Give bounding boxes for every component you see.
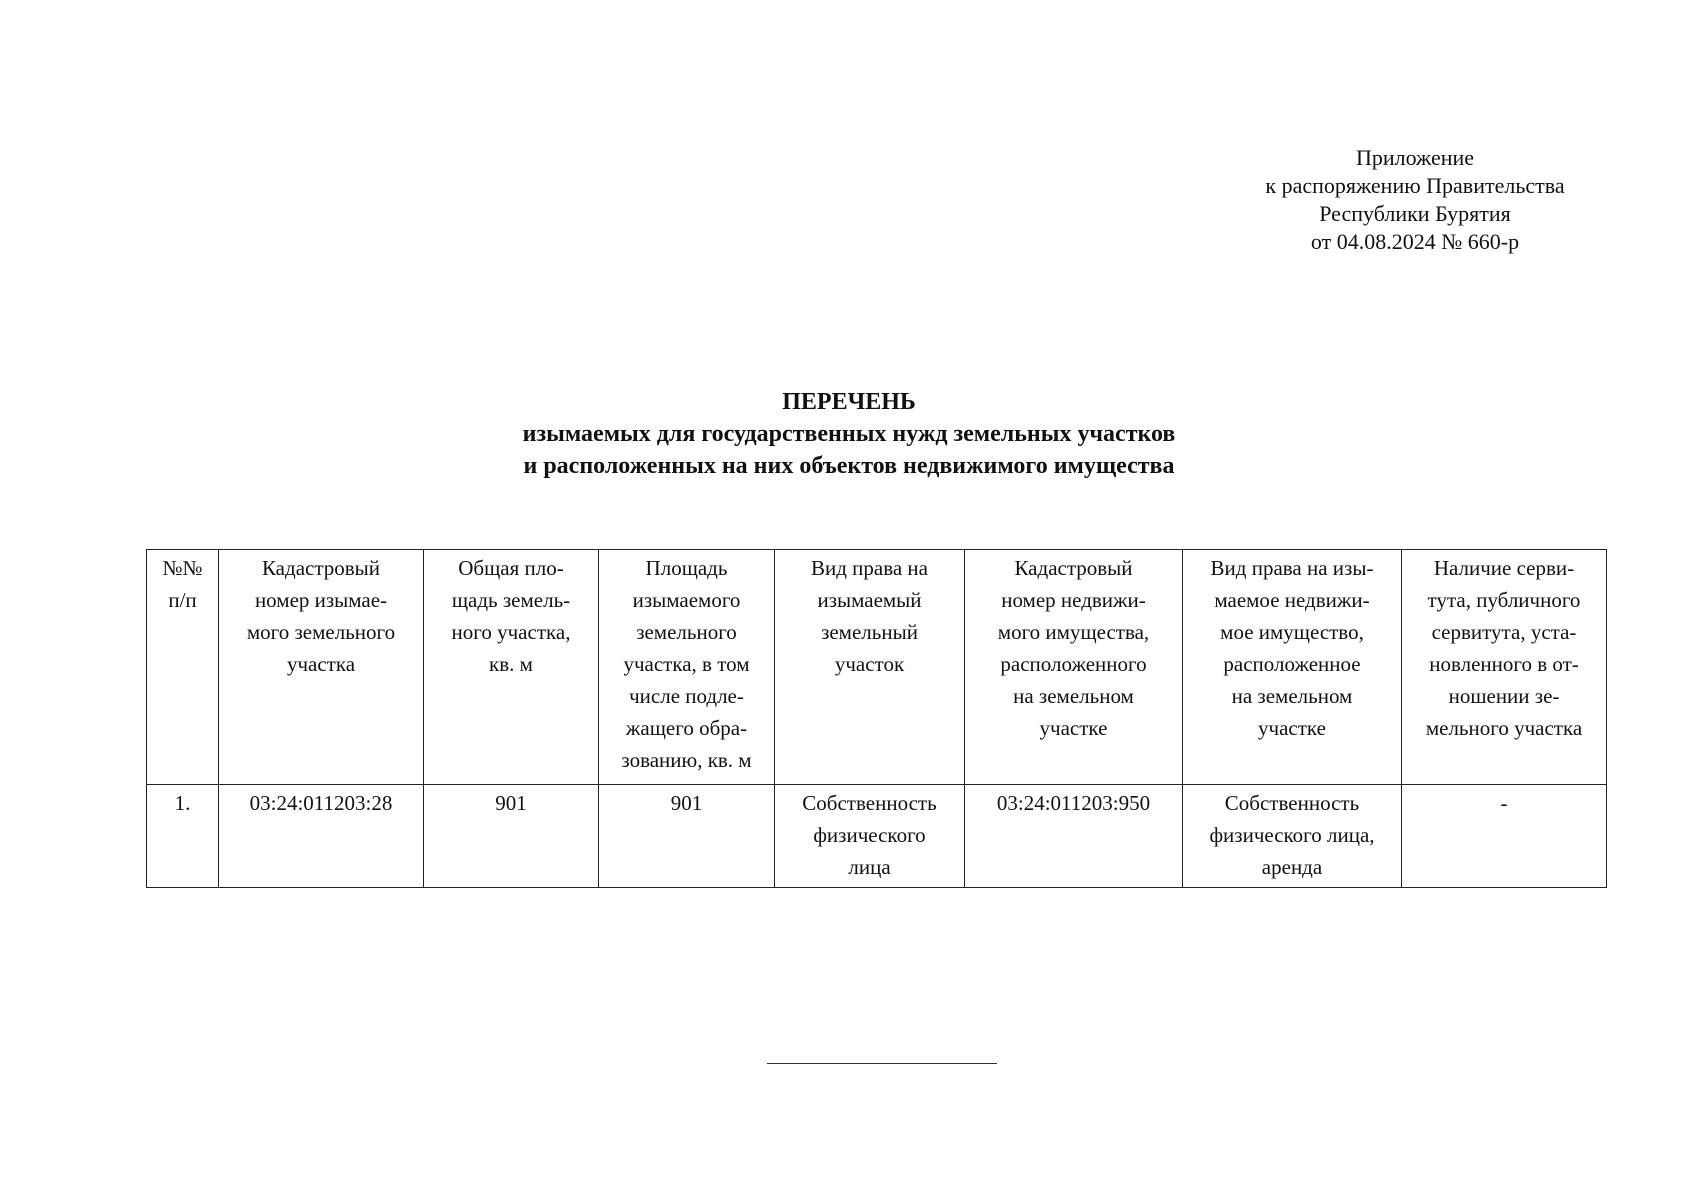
table-header-row xyxy=(147,550,1607,785)
title-main: ПЕРЕЧЕНЬ xyxy=(782,389,916,415)
bottom-divider xyxy=(767,1063,997,1064)
cell-withdrawn-area: 901 xyxy=(599,785,775,888)
cell-land-right-type: Собственность физического лица xyxy=(775,785,965,888)
appendix-date-number: от 04.08.2024 № 660-р xyxy=(1310,229,1520,254)
cell-cadastral-property: 03:24:011203:950 xyxy=(965,785,1183,888)
appendix-block xyxy=(1230,144,1600,256)
header-total-area: Общая пло- щадь земель- ного участка, кв. м xyxy=(424,550,599,785)
header-withdrawn-area: Площадь изымаемого земельного участка, в том числе подле- жащего обра- зованию, кв. м xyxy=(599,550,775,785)
appendix-title: Приложение xyxy=(1355,145,1475,170)
header-cadastral-land: Кадастровый номер изымае- мого земельного участка xyxy=(219,550,424,785)
cell-total-area: 901 xyxy=(424,785,599,888)
cell-number: 1. xyxy=(147,785,219,888)
cell-property-right-type: Собственность физического лица, аренда xyxy=(1183,785,1402,888)
header-land-right-type: Вид права на изымаемый земельный участок xyxy=(775,550,965,785)
header-cadastral-property: Кадастровый номер недвижи- мого имущества, расположенного на земельном участке xyxy=(965,550,1183,785)
header-servitude: Наличие серви- тута, публичного сервитута, уста- новленного в от- ношении зе- мельного участка xyxy=(1402,550,1607,785)
header-number: №№ п/п xyxy=(147,550,219,785)
document-title xyxy=(0,386,1698,482)
appendix-order-line: к распоряжению Правительства xyxy=(1265,173,1565,198)
title-subtitle-1: изымаемых для государственных нужд земельных участков xyxy=(522,421,1176,447)
table-row xyxy=(147,785,1607,888)
cell-servitude: - xyxy=(1402,785,1607,888)
cell-cadastral-land: 03:24:011203:28 xyxy=(219,785,424,888)
appendix-region-line: Республики Бурятия xyxy=(1319,201,1511,226)
header-property-right-type: Вид права на изы- маемое недвижи- мое имущество, расположенное на земельном участке xyxy=(1183,550,1402,785)
land-parcels-table xyxy=(146,549,1607,888)
title-subtitle-2: и расположенных на них объектов недвижимого имущества xyxy=(523,453,1175,479)
